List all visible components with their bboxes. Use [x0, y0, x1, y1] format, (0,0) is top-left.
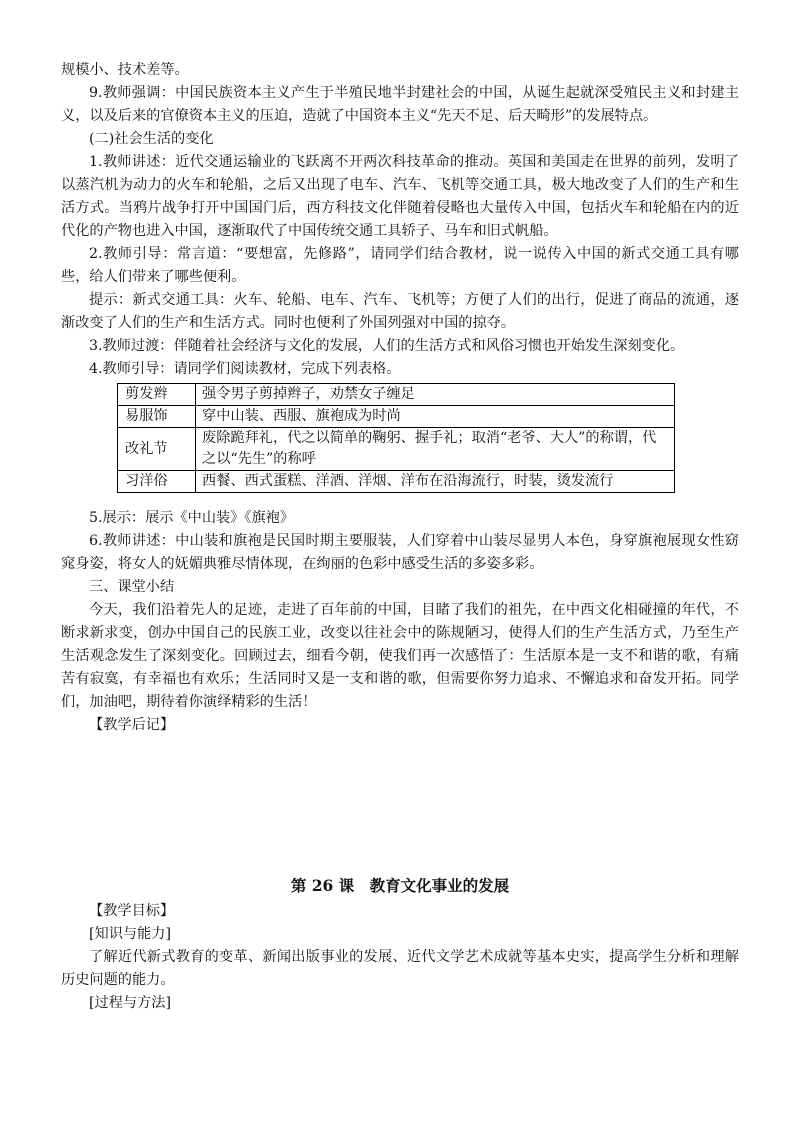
paragraph-3: 3.教师过渡：伴随着社会经济与文化的发展，人们的生活方式和风俗习惯也开始发生深刻变化。	[89, 338, 685, 354]
knowledge-ability-text: 了解近代新式教育的变革、新闻出版事业的发展、近代文学艺术成就等基本史实，提高学生分析和理解历史问题的能力。	[61, 949, 739, 988]
paragraph-5: 5.展示：展示《中山装》《旗袍》	[89, 510, 295, 526]
lesson-title: 第 26 课 教育文化事业的发展	[290, 876, 510, 895]
teaching-notes-heading: 【教学后记】	[89, 717, 175, 733]
table-cell-key: 剪发辫	[118, 384, 196, 406]
table-cell-value: 废除跪拜礼，代之以简单的鞠躬、握手礼；取消“老爷、大人”的称谓，代之以“先生”的称呼	[196, 428, 675, 471]
table-cell-key: 改礼节	[118, 428, 196, 471]
section-heading-3: 三、课堂小结	[89, 579, 175, 595]
document-page	[61, 59, 739, 1015]
paragraph-6: 6.教师讲述：中山装和旗袍是民国时期主要服装，人们穿着中山装尽显男人本色，身穿旗袍展现女性窈窕身姿，将女人的妩媚典雅尽情体现，在绚丽的色彩中感受生活的多姿多彩。	[61, 533, 739, 572]
table-row	[118, 428, 675, 471]
paragraph-9: 9.教师强调：中国民族资本主义产生于半殖民地半封建社会的中国，从诞生起就深受殖民主义和封建主义，以及后来的官僚资本主义的压迫，造就了中国资本主义“先天不足、后天畸形”的发展特点。	[61, 85, 739, 124]
table-row	[118, 471, 675, 493]
customs-table	[117, 383, 675, 493]
paragraph-1: 1.教师讲述：近代交通运输业的飞跃离不开两次科技革命的推动。英国和美国走在世界的前列，发明了以蒸汽机为动力的火车和轮船，之后又出现了电车、汽车、飞机等交通工具，极大地改变了人们的生产和生活方式。当鸦片战争打开中国国门后，西方科技文化伴随着侵略也大量传入中国，包括火车和轮船在内的近代化的产物也进入中国，逐渐取代了中国传统交通工具轿子、马车和旧式帆船。	[61, 154, 739, 239]
table-cell-value: 穿中山装、西服、旗袍成为时尚	[196, 406, 675, 428]
teaching-goals-heading: 【教学目标】	[89, 903, 175, 919]
table-row	[118, 384, 675, 406]
table-cell-value: 西餐、西式蛋糕、洋酒、洋烟、洋布在沿海流行，时装，烫发流行	[196, 471, 675, 493]
paragraph-2: 2.教师引导：常言道：“要想富，先修路”，请同学们结合教材，说一说传入中国的新式交通工具有哪些，给人们带来了哪些便利。	[61, 246, 739, 285]
process-method-heading: [过程与方法]	[89, 995, 172, 1011]
paragraph-4: 4.教师引导：请同学们阅读教材，完成下列表格。	[89, 361, 401, 377]
knowledge-ability-heading: [知识与能力]	[89, 926, 172, 942]
tip-paragraph: 提示：新式交通工具：火车、轮船、电车、汽车、飞机等；方便了人们的出行，促进了商品的流通，逐渐改变了人们的生产和生活方式。同时也便利了外国列强对中国的掠夺。	[61, 292, 739, 331]
text-line: 规模小、技术差等。	[61, 62, 189, 78]
section-heading-2: (二)社会生活的变化	[89, 131, 214, 147]
summary-paragraph: 今天，我们沿着先人的足迹，走进了百年前的中国，目睹了我们的祖先，在中西文化相碰撞的年代，不断求新求变，创办中国自己的民族工业，改变以往社会中的陈规陋习，使得人们的生产生活方式，乃至生产生活观念发生了深刻变化。回顾过去，细看今朝，使我们再一次感悟了：生活原本是一支不和谐的歌，有痛苦有寂寞，有幸福也有欢乐；生活同时又是一支和谐的歌，但需要你努力追求、不懈追求和奋发开拓。同学们，加油吧，期待着你演绎精彩的生活！	[61, 602, 739, 710]
blank-space	[61, 737, 739, 857]
table-cell-key: 易服饰	[118, 406, 196, 428]
table-cell-value: 强令男子剪掉辫子，劝禁女子缠足	[196, 384, 675, 406]
table-cell-key: 习洋俗	[118, 471, 196, 493]
table-row	[118, 406, 675, 428]
